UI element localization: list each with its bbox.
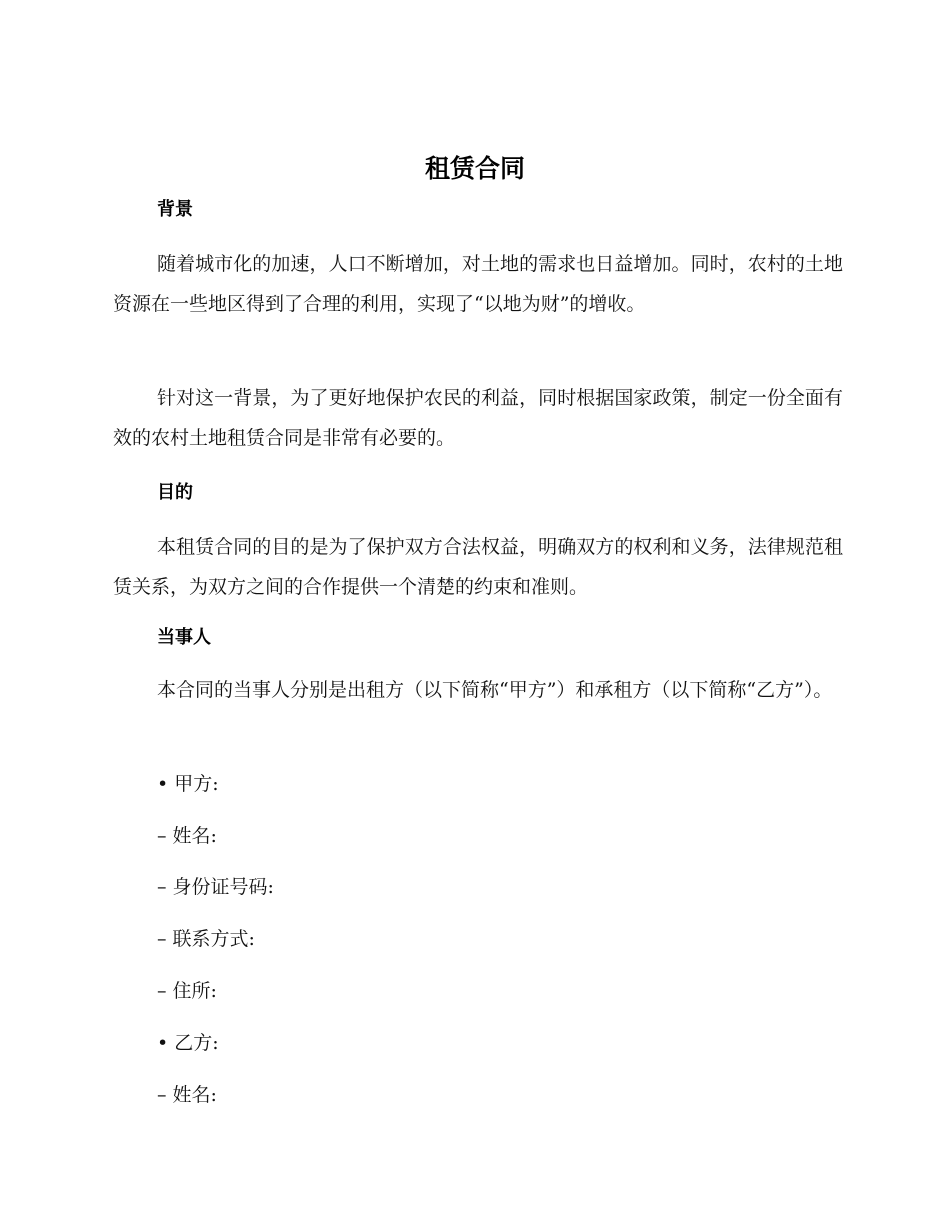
section-heading-purpose: 目的 [157, 482, 193, 503]
background-paragraph-1: 随着城市化的加速，人口不断增加，对土地的需求也日益增加。同时，农村的土地资源在一些地区得到了合理的利用，实现了“以地为财”的增收。 [113, 253, 843, 315]
purpose-paragraph: 本租赁合同的目的是为了保护双方合法权益，明确双方的权利和义务，法律规范租赁关系，为双方之间的合作提供一个清楚的约束和准则。 [113, 536, 843, 598]
party-b-label: • 乙方: [157, 1032, 219, 1054]
party-a-label: • 甲方: [157, 773, 219, 795]
party-b-name-field: – 姓名: [157, 1084, 217, 1106]
document-title: 租赁合同 [424, 154, 525, 183]
background-paragraph-2: 针对这一背景，为了更好地保护农民的利益，同时根据国家政策，制定一份全面有效的农村土地租赁合同是非常有必要的。 [113, 387, 843, 449]
party-a-id-number-field: – 身份证号码: [157, 876, 274, 898]
party-a-name-field: – 姓名: [157, 825, 217, 847]
section-heading-background: 背景 [157, 199, 193, 220]
parties-paragraph: 本合同的当事人分别是出租方（以下简称“甲方”）和承租方（以下简称“乙方”）。 [157, 679, 833, 701]
section-heading-parties: 当事人 [157, 627, 211, 648]
party-a-address-field: – 住所: [157, 980, 217, 1002]
party-a-contact-field: – 联系方式: [157, 928, 255, 950]
